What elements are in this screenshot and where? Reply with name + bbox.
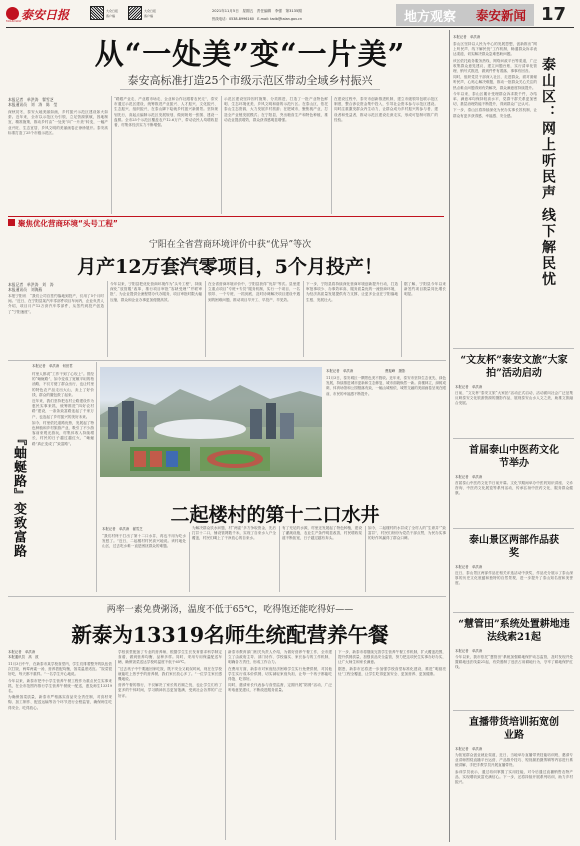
lead-body-col-4: 在建设过程中，泰安市创新推进机制，建立市级领导包联示范区制度，整合涉农资金集中投入，引导社会资本参与示范区建设。同时注重激发群众内生动力，让群众成为乡村振兴的参与者、建设者和受益者，推动示范区建设走深走实，形成可复制可推广的经验。 [334, 97, 438, 122]
feature-kicker: 宁阳在全省营商环境评价中获“优异”等次 [148, 240, 312, 250]
photo-caption-text: 11月3日，泰安城区一隅景色美不胜收。近年来，泰安市坚持生态优先、绿色发展，持续推进城市更新和生态修复，城市面貌焕然一新。高楼林立，绿树成荫，体育场馆和公园错落有致，一幅山城相依、城景交融的美丽画卷呈现在眼前，市民的幸福感不断提升。 [326, 376, 446, 396]
sidebar-item-2-byline: 本报记者 单洪涛 [455, 475, 483, 479]
sidebar-item-2-body: 首届泰山中医药文化节日前开幕。文化节期间举办中医药知识讲座、义诊咨询、中医药文化展览等系列活动，传承弘扬中医药文化，服务群众健康。 [455, 481, 573, 496]
water-body-col-3: 有了充足的水源，村里还发展起了特色种植，建设了灌溉设施，农业生产条件明显改善，村民增收渠道不断拓宽，日子越过越有奔头。 [282, 526, 362, 541]
feature-body-col-2: 今年以来，宁阳县把优化营商环境作为“头号工程”，持续深化“放管服”改革，推行项目审批“容缺受理”“并联审批”，为企业提供全流程帮办代办服务，项目审批时限大幅压缩，群众和企业办事更加便捷高效。 [110, 282, 202, 302]
left-vertical-headline [10, 430, 28, 560]
lunch-body-col-4: 下一步，新泰市将继续完善学生营养午餐工作机制，扩大覆盖范围，提升供餐质量，加强食品安全监管，努力把这项民生实事办好办实，让广大师生和家长满意。 据悉，新泰市还将进一步加强学校食堂标准化建设，推进“明厨亮灶”工程全覆盖，让学生吃得更加安全、更加营养、更加健康。 [338, 650, 446, 676]
sidebar-top-body: 泰山区坚持以人民为中心的发展思想，创新推出“网上听民声、线下解民忧”工作机制，畅通群众诉求表达渠道，切实解决群众急难愁盼问题。 该区依托政务服务热线、网络问政平台等渠道，广泛收集群众意见建议，建立问题台账，实行清单化管理、销号式推进，做到件件有着落、事事有回音。 同时，组织党员干部深入社区、走进群众，面对面倾听民声，心贴心解决难题，推动一批群众关心关注的热点难点问题得到有效解决，群众满意度持续提升。 今年以来，泰山区累计受理群众诉求数千件，办结率、满意率均保持较高水平，党群干群关系更加密切，基层治理效能不断提升，得到群众广泛认可。 下一步，泰山区将持续深化为民办实事长效机制，让群众有更多获得感、幸福感、安全感。 [453, 42, 537, 118]
app-qr-1 [90, 6, 104, 20]
sidebar-item-5-body: 为拓宽群众创业就业渠道，近日，当地举办直播带货技能培训班，邀请专业讲师围绕直播平台运营、产品推介技巧、短视频拍摄剪辑等内容进行系统讲解，手把手教学员开展直播带货。 参训学员表示，通过培训掌握了实用技能，对今后通过直播销售农特产品、实现增收致富充满信心。下一步，还将持续开展系列培训，助力乡村振兴。 [455, 753, 573, 785]
photo-byline: 本报记者 单洪涛 [326, 369, 354, 373]
sidebar-item-1-byline: 本报记者 单洪涛 [455, 385, 483, 389]
sidebar-item-1-body: 日前，“文友杯”泰安文旅“大家拍”活动正式启动，活动面向社会广泛征集反映泰安文化旅游资源的摄影作品，展现泰安山水人文之美，助推文旅融合发展。 [455, 391, 573, 406]
water-body-col-1: “我们村终于打出了第十二口水井，再也不用为吃水发愁了。”近日，二起楼村村民高兴地说。该村地处山区，过去吃水难一直是困扰群众的难题。 [102, 534, 186, 549]
app-qr-2 [128, 6, 142, 20]
photo-credit: 曹振峰 摄影 [385, 369, 406, 373]
feature-body-col-5: 据了解，宁阳县今年以来新签约项目数量同比增长明显。 [404, 282, 446, 297]
photo-illustration [100, 367, 322, 477]
logo-subtext: TAIAN DAILY [6, 20, 22, 23]
sidebar-item-5-headline: 直播带货培训拓宽创业路 [469, 717, 559, 741]
sidebar-item-4-body: 今年以来，我市依托“慧管田”系统加强耕地保护动态监管，及时发现并处置耕地违法线索21起，有效遏制了违法占用耕地行为，守牢了耕地保护红线。 [455, 655, 573, 670]
sidebar-item-3-body: 近日，泰山景区两部作品在相关评选活动中获奖，作品充分展示了泰山深厚的历史文化底蕴和独特的自然景观，进一步提升了泰山知名度和美誉度。 [455, 571, 573, 586]
masthead-rule [6, 27, 574, 28]
feature-body-col-1: 本报宁阳讯 “我们公司自签约落地到投产，仅用了5个月时间。”近日，在宁阳县某汽车零部件项目车间内，企业负责人介绍，项目月产12万套汽车零部件，从签约到投产创造了“宁阳速度”。 [8, 294, 104, 314]
masthead [6, 4, 574, 26]
sidebar-item-2-headline: 首届泰山中医药文化节举办 [469, 445, 559, 469]
water-headline: 二起楼村的第十二口水井 [170, 504, 380, 526]
sidebar-item-4-byline: 本报记者 单洪涛 [455, 649, 483, 653]
app-label-1: 大众日报 [106, 9, 119, 13]
lead-subhead-rule [120, 89, 380, 90]
lead-body-col-3: 示范区建设坚持因村施策、分类推进，打造了一批产业特色鲜明、生态环境优美、乡风文明和谐的示范片区。在泰山区，依托泰山生态资源，大力发展乡村旅游；在肥城市，聚焦桃产业，打造全产业链发展模式；在宁阳县，突出粮食生产和特色种植，推动农业提质增效，群众获得感明显增强。 [224, 97, 328, 122]
sidebar-item-5-byline: 本报记者 单洪涛 [455, 747, 483, 751]
lunch-body-col-2: 学校食堂配备了专业的营养师，根据学生生长发育需求科学制定食谱，做到营养均衡、品种多样。同时，采用专用保温配送车辆，确保饭菜送达学校时温度不低于65℃。 “过去孩子中午要跑回家吃饭，既不安全又耽误时间，现在在学校就能吃上热乎乎的营养餐，我们家长放心多了。”一位学生家长感慨地说。 营养午餐的推行，不仅解决了家长的后顾之忧，也让学生们有了更多的午休时间，学习精神状态更加饱满，受到社会各界的广泛好评。 [118, 650, 222, 698]
sidebar-item-4-headline: “慧管田”系统处置耕地违法线索21起 [458, 619, 570, 643]
section-banner [8, 216, 444, 228]
sidebar-top-headline [540, 38, 572, 308]
app-label-4: 客户端 [144, 14, 154, 18]
water-byline: 本报记者 单洪涛 翟雪芝 [102, 527, 143, 531]
left-byline: 本报记者 单洪涛 何世君 [32, 364, 73, 368]
sidebar-item-1-headline: “文友杯”泰安文旅“大家拍”活动启动 [460, 355, 568, 379]
feature-headline: 月产12万套汽零项目，5个月投产！ [77, 256, 383, 278]
lunch-kicker: 两率一素免费粥汤，温度不低于65℃，吃得饱还能吃得好—— [106, 605, 354, 615]
logo-emblem-icon [6, 7, 19, 20]
newspaper-logo [6, 6, 76, 24]
date-line: 2021年11月5日 星期五 责任编辑 李强 第3135期 [212, 9, 302, 13]
lead-subhead: 泰安高标准打造25个市级示范区带动全域乡村振兴 [127, 74, 373, 87]
lunch-headline: 新泰为13319名师生统配营养午餐 [71, 623, 389, 647]
page-number: 17 [541, 4, 567, 25]
lunch-body-col-3: 新泰市教育部门相关负责人介绍，为做好营养午餐工作，全市建立了由政府主导、部门协作、学校落实、家长参与的工作机制，明确各方责任，形成工作合力。 在费用方面，新泰市对家庭经济困难学生实行免费供餐，对其他学生实行成本价供餐，切实减轻家庭负担，让每一个孩子都能吃得饱、吃得好。 同时，邀请家长代表参与食堂监督，定期开展“陪餐”活动，广泛听取意见建议，不断改进服务质量。 [228, 650, 332, 693]
lead-body-col-1: 深秋初冬，泰安大地美丽如画，乡村振兴示范区建设如火如荼。近年来，全市以示范区为引领，立足资源禀赋，因地制宜，精准施策，推动乡村由“一处美”向“一片美”转变，一幅产业兴旺、生态宜居、乡风文明的美丽画卷正徐徐展开。泰安高标准打造了25个市级示范区。 [8, 110, 108, 135]
logo-text: 泰安日报 [21, 8, 70, 22]
banner-title: 聚焦优化营商环境“头号工程” [18, 219, 118, 228]
section-band [396, 4, 534, 26]
water-body-col-4: 如今，二起楼村的水井成了全村人的“生命井”“致富井”，村民们纷纷为党员干部点赞，为民办实事的好作风赢得了群众口碑。 [368, 526, 446, 541]
sidebar-top-headline-text: 泰山区：网上听民声 线下解民忧 [540, 56, 556, 288]
feature-body-col-4: 下一步，宁阳县将持续深化营商环境创新提升行动，打造审批事项少、办事效率高、服务质量优的一流营商环境，为经济高质量发展提供有力支撑，让更多企业在宁阳落地生根、发展壮大。 [306, 282, 398, 302]
app-label-3: 大众日报 [144, 9, 157, 13]
lead-byline: 本报记者 单洪涛 翟雪芝 本报通讯员 刘 涛 陈 莹 [8, 97, 58, 107]
city-aerial-photo [100, 367, 322, 477]
banner-marker-icon [8, 219, 15, 226]
section-band-label: 地方观察 [404, 10, 457, 25]
lunch-body-col-1: 11月3日中午，在新泰市某学校食堂内，学生们排着整齐的队伍依次打饭，两荤两素一汤，营养搭配均衡，饭菜温度适宜。“饭菜很好吃，每天都不重样。”一名学生开心地说。 今年以来，新泰市把中小学生营养午餐工程作为重点民生实事来抓，在全市范围内推行学生营养午餐统一配送，惠及师生13319名。 为确保饭菜质量，新泰市严格落实食品安全责任制，对食材采购、加工制作、配送运输等各个环节进行全程监管，确保师生吃得安全、吃得放心。 [8, 662, 112, 710]
left-body: 村里人都说“工作干到了心坎上”。曾经的“蚰蜒路”，如今变成了宽敞平坦的柏油路，不仅方便了群众出行，也让村里的特色农产品走出大山，卖上了好价钱，群众的腰包鼓了起来。 近年来，我们坚持把农村公路建设作为惠民实事来抓，统筹推进“四好农村路”建设，一条条致富路连起了千家万户，也连起了乡村振兴的美好未来。 如今，村里依托道路优势，发展起了特色种植和乡村旅游产业，吸引了不少游客前来观光游玩，村集体收入持续增长，村民的日子越过越红火，“蚰蜒路”真正变成了“致富路”。 [32, 372, 94, 446]
water-body-col-2: 为解决群众饮水问题，村“两委”多方争取资金，先后打井十二口，铺设管网数千米，实现了自来水入户全覆盖，村民们喝上了干净放心的自来水。 [192, 526, 276, 541]
sidebar-item-3-byline: 本报记者 单洪涛 [455, 565, 483, 569]
sidebar-divider [449, 30, 450, 842]
feature-byline: 本报记者 单洪涛 刘 涛 本报通讯员 刘海燕 [8, 282, 54, 292]
app-label-2: 客户端 [106, 14, 116, 18]
sidebar-top-byline: 本报记者 单洪涛 [453, 35, 481, 39]
section-name: 泰安新闻 [476, 8, 527, 23]
left-vertical-headline-text: 『蚰蜒路』变致富路 [11, 432, 26, 558]
contact-line: 热线电话：0538-8996160 E-mail: tadb@taian.gov.cn [212, 17, 302, 21]
lead-headline: 从“一处美”变“一片美” [94, 37, 406, 71]
feature-body-col-3: 在全省营商环境评价中，宁阳县获得“优异”等次。县里建立重点项目“专班+专员”服务机制，实行一个项目、一名领导、一个专班、一抓到底，及时协调解决项目建设中遇到的困难问题，推动项目早开工、早投产、早见效。 [208, 282, 300, 302]
lead-body-col-2: “路跟产业走、产业跟市场走、企业和合作社跟着农民走”，泰安市通过示范区建设，统筹推进产业振兴、人才振兴、文化振兴、生态振兴、组织振兴，在泰山脚下绘就乡村振兴新图景。坚持规划先行，高起点编制示范区发展规划，做到规划一张图、建设一盘棋。全市25个示范区覆盖农户12.6万户，带动农民人均增收显著，村集体经济实力不断增强。 [114, 97, 218, 128]
sidebar-item-3-headline: 泰山景区两部作品获奖 [469, 535, 559, 559]
lunch-byline: 本报记者 单洪涛 本报通讯员 高 波 [8, 650, 39, 659]
